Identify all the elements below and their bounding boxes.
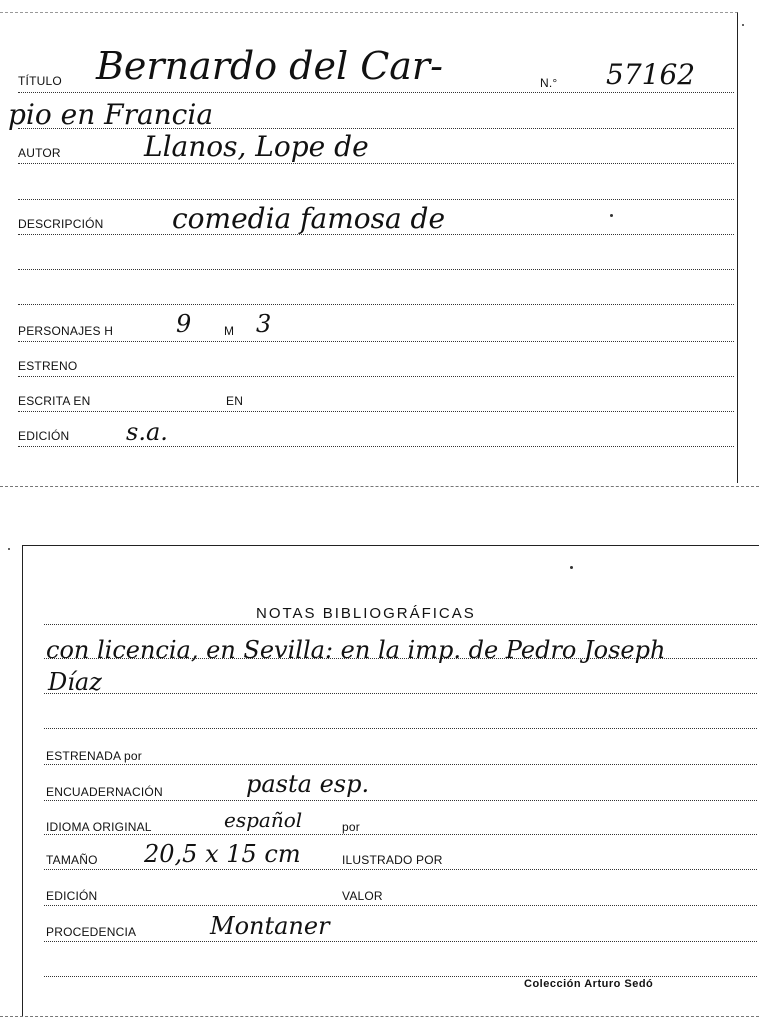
personajes-h-value: 9	[176, 310, 192, 338]
tamano-value: 20,5 x 15 cm	[144, 840, 301, 868]
titulo-label: TÍTULO	[18, 74, 62, 88]
personajes-label: PERSONAJES H	[18, 324, 114, 338]
rule-edicion	[18, 446, 734, 447]
rule-personajes	[18, 341, 734, 342]
rule-tamano	[44, 869, 757, 870]
escrita-en-label: ESCRITA EN	[18, 394, 91, 408]
personajes-m-value: 3	[256, 310, 272, 338]
procedencia-value: Montaner	[210, 912, 330, 940]
rule-autor	[18, 163, 734, 164]
notas-heading: NOTAS BIBLIOGRÁFICAS	[256, 605, 476, 622]
idioma-value: español	[224, 808, 303, 832]
en-label: EN	[226, 394, 244, 408]
titulo-value-line2: pio en Francia	[8, 98, 214, 131]
estrenada-label: ESTRENADA por	[46, 749, 142, 763]
scan-edge-top-card	[0, 486, 759, 487]
rule-escrita	[18, 411, 734, 412]
rule-blank-4	[44, 976, 757, 977]
personajes-m-label: M	[224, 324, 235, 338]
descripcion-value: comedia famosa de	[172, 202, 446, 235]
scan-edge-bottom-card	[0, 1016, 759, 1017]
rule-estreno	[18, 376, 734, 377]
rule-titulo	[18, 92, 734, 93]
tamano-label: TAMAÑO	[46, 853, 98, 867]
edicion-label-2: EDICIÓN	[46, 889, 98, 903]
edicion-label: EDICIÓN	[18, 429, 70, 443]
rule-encuadernacion	[44, 800, 757, 801]
encuadernacion-value: pasta esp.	[246, 770, 370, 798]
rule-edicion-2	[44, 905, 757, 906]
scan-speck	[8, 548, 10, 550]
rule-blank-2	[18, 269, 734, 270]
procedencia-label: PROCEDENCIA	[46, 925, 137, 939]
estreno-label: ESTRENO	[18, 359, 78, 373]
rule-blank-1	[18, 199, 734, 200]
autor-label: AUTOR	[18, 146, 61, 160]
scan-speck	[742, 24, 744, 26]
rule-idioma	[44, 834, 757, 835]
numero-label: N.°	[540, 76, 558, 90]
encuadernacion-label: ENCUADERNACIÓN	[46, 785, 163, 799]
por-label: por	[342, 820, 360, 834]
numero-value: 57162	[606, 58, 696, 91]
scan-speck	[570, 566, 573, 569]
rule-blank-3	[18, 304, 734, 305]
rule-notas-3	[44, 693, 757, 694]
coleccion-footer: Colección Arturo Sedó	[524, 978, 654, 990]
titulo-value-line1: Bernardo del Car-	[96, 44, 443, 88]
rule-notas-1	[44, 624, 757, 625]
rule-estrenada	[44, 764, 757, 765]
edicion-value: s.a.	[126, 418, 168, 446]
idioma-label: IDIOMA ORIGINAL	[46, 820, 152, 834]
descripcion-label: DESCRIPCIÓN	[18, 217, 104, 231]
rule-procedencia	[44, 941, 757, 942]
valor-label: VALOR	[342, 889, 383, 903]
rule-notas-4	[44, 728, 757, 729]
autor-value: Llanos, Lope de	[144, 130, 369, 163]
ilustrado-label: ILUSTRADO POR	[342, 853, 443, 867]
scan-speck	[610, 214, 613, 217]
notas-line1: con licencia, en Sevilla: en la imp. de Pedro Joseph	[46, 636, 666, 664]
notas-line2: Díaz	[48, 668, 102, 696]
